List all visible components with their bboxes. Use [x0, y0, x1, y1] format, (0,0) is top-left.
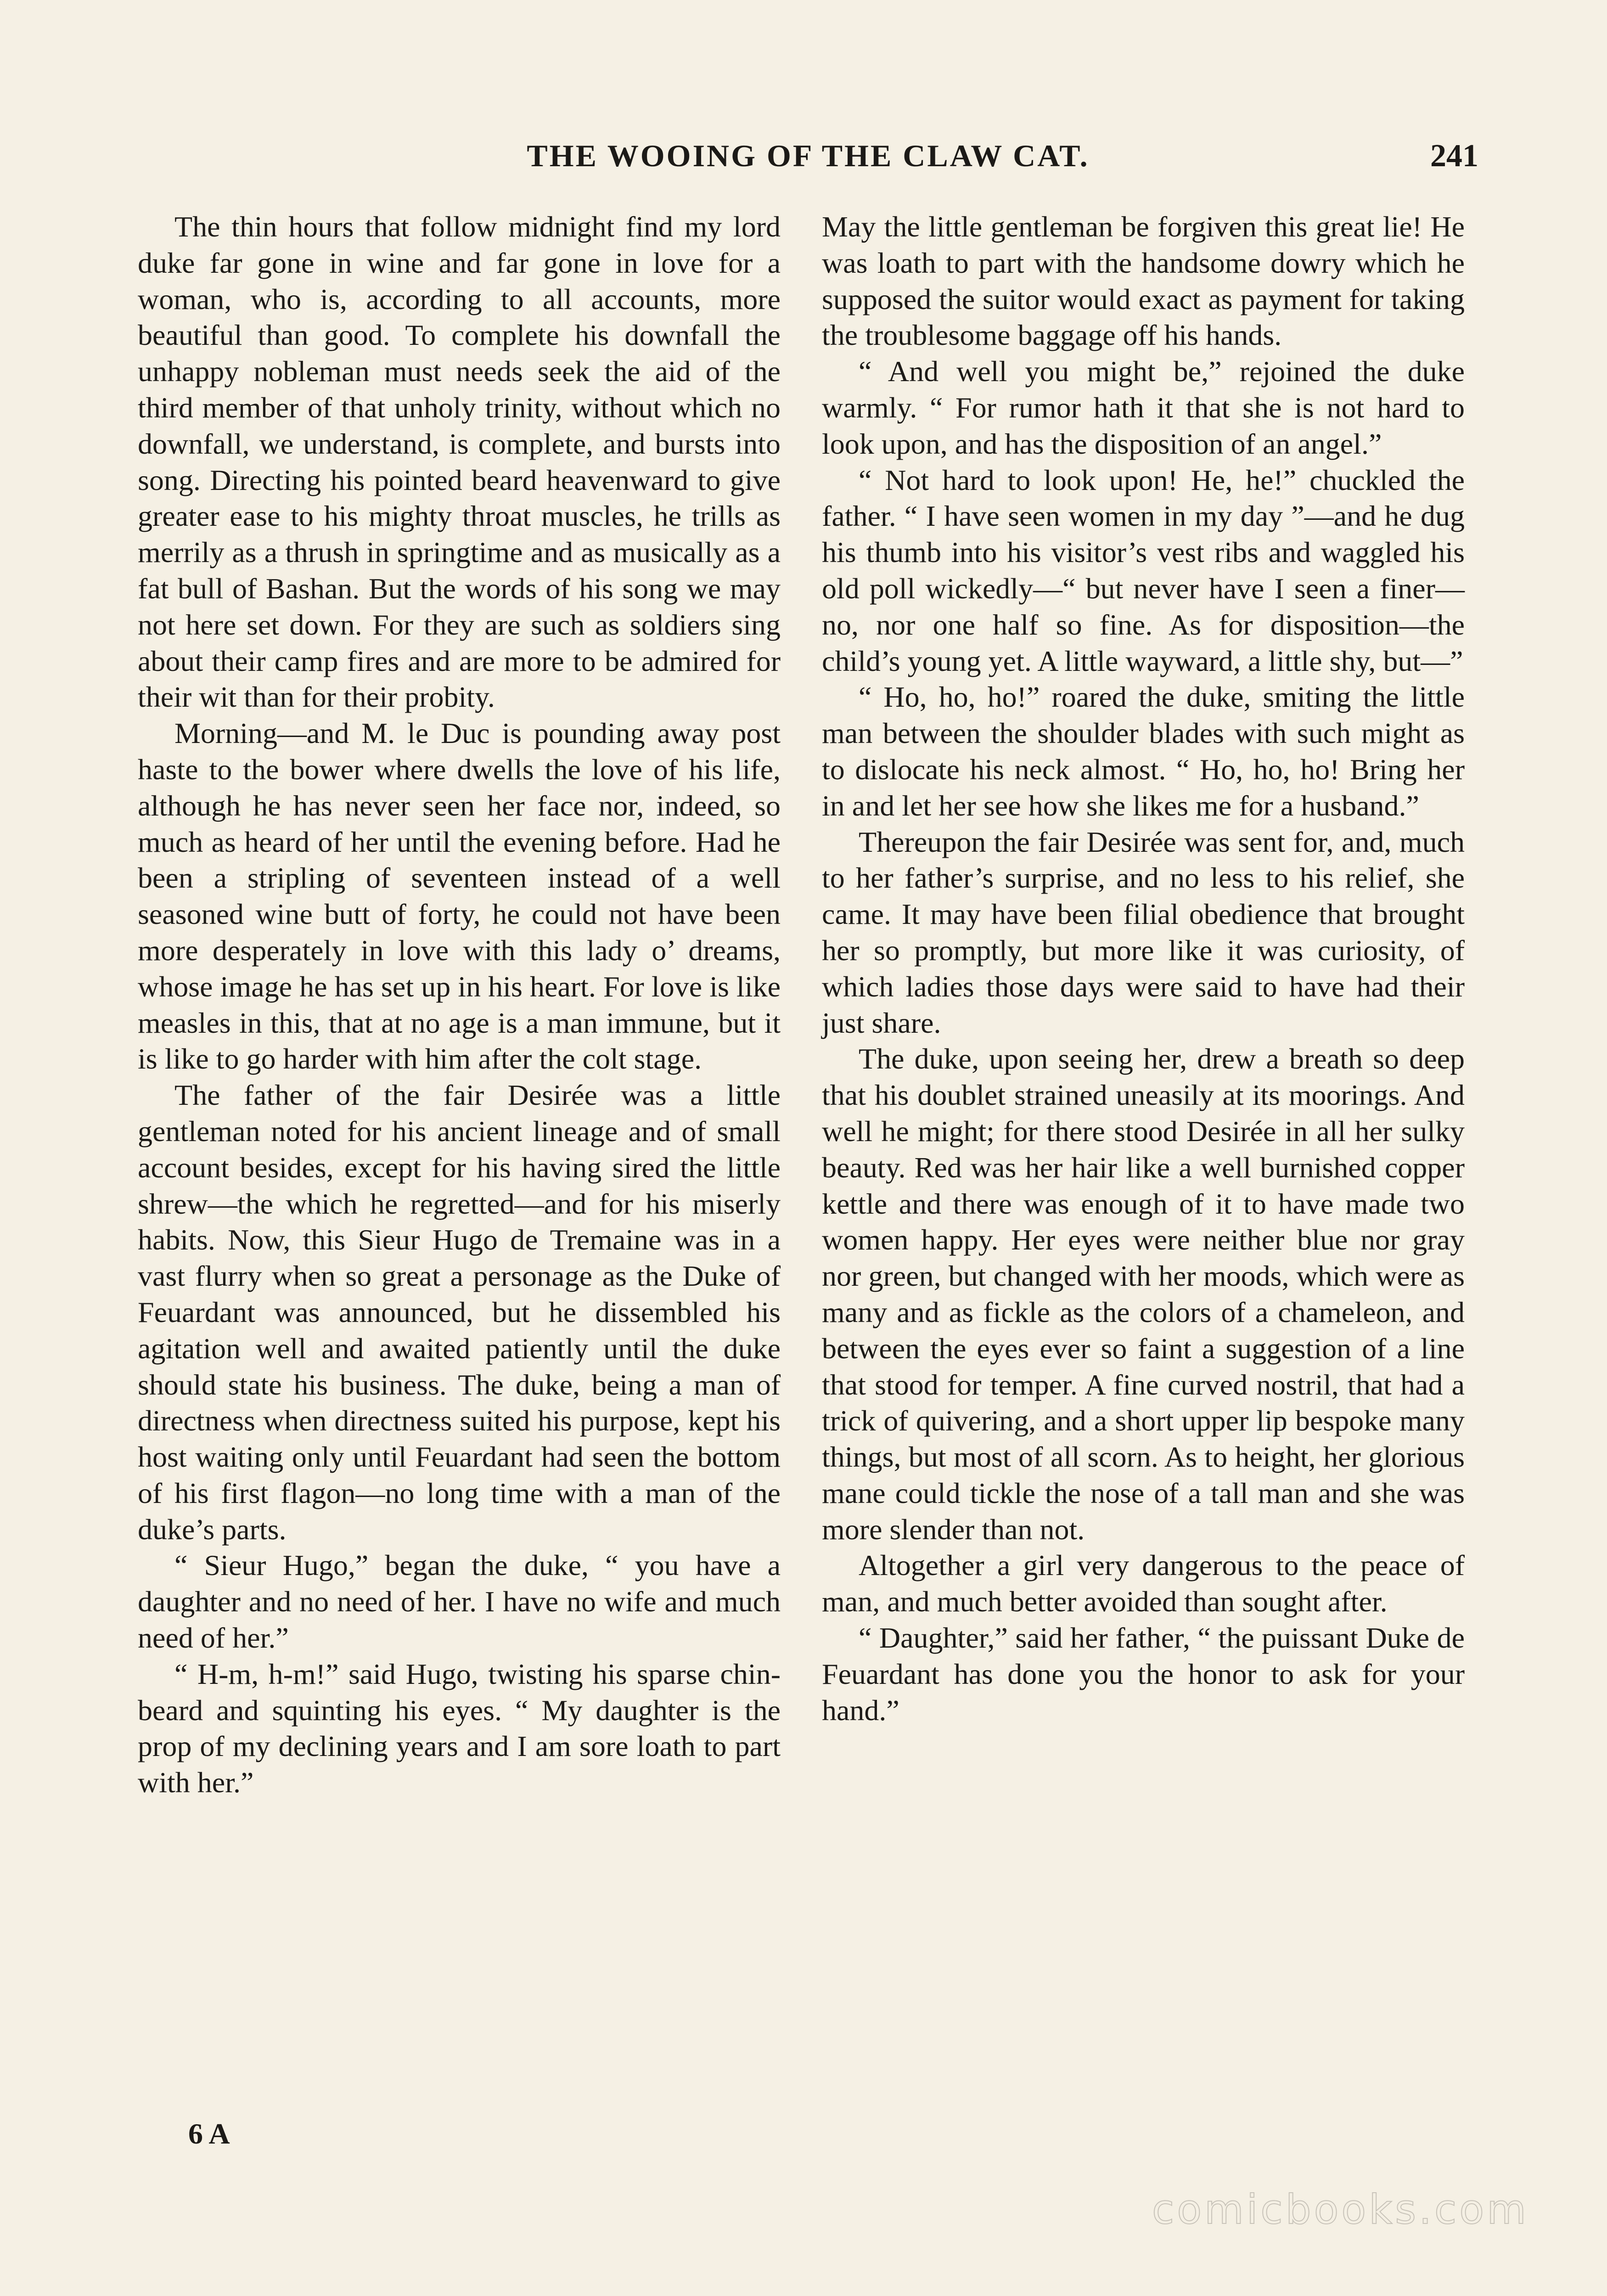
signature-mark: 6 A	[188, 2117, 230, 2150]
running-title: THE WOOING OF THE CLAW CAT.	[527, 138, 1090, 173]
paragraph: The thin hours that follow midnight find my lord duke far gone in wine and far gone in love for a woman, who is, according to all accounts, more beautiful than good. To complete his downfall the unhappy nobleman must needs seek the aid of the third member of that unholy trinity, without which no downfall, we understand, is complete, and bursts into song. Directing his pointed beard heavenward to give greater ease to his mighty throat muscles, he trills as merrily as a thrush in springtime and as musically as a fat bull of Bashan. But the words of his song we may not here set down. For they are such as soldiers sing about their camp fires and are more to be admired for their wit than for their probity.	[138, 210, 781, 714]
paragraph: Thereupon the fair Desirée was sent for, and, much to her father’s surprise, and no less to his relief, she came. It may have been filial obedience that brought her so promptly, but more like it was curiosity, of which ladies those days were said to have had their just share.	[822, 825, 1465, 1039]
paragraph: May the little gentleman be forgiven this great lie! He was loath to part with the handsome dowry which he supposed the suitor would exact as payment for taking the troublesome baggage off his hands.	[822, 210, 1465, 352]
paragraph: “ Daughter,” said her father, “ the puissant Duke de Feuardant has done you the honor to ask for your hand.”	[822, 1621, 1465, 1727]
paragraph: “ H-m, h-m!” said Hugo, twisting his sparse chin-beard and squinting his eyes. “ My daughter is the prop of my declining years and I am sore loath to part with her.”	[138, 1657, 781, 1799]
paragraph: “ Not hard to look upon! He, he!” chuckled the father. “ I have seen women in my day ”—and he dug his thumb into his visitor’s vest ribs and waggled his old poll wickedly—“ but never have I seen a finer—no, nor one half so fine. As for disposition—the child’s young yet. A little wayward, a little shy, but—”	[822, 463, 1465, 677]
right-column	[822, 209, 1465, 1728]
paragraph: The duke, upon seeing her, drew a breath so deep that his doublet strained uneasily at its moorings. And well he might; for there stood Desirée in all her sulky beauty. Red was her hair like a well burnished copper kettle and there was enough of it to have made two women happy. Her eyes were neither blue nor gray nor green, but changed with her moods, which were as many and as fickle as the colors of a chameleon, and between the eyes ever so faint a suggestion of a line that stood for temper. A fine curved nostril, that had a trick of quivering, and a short upper lip bespoke many things, but most of all scorn. As to height, her glorious mane could tickle the nose of a tall man and she was more slender than not.	[822, 1042, 1465, 1546]
left-column	[138, 209, 781, 1801]
paragraph: Morning—and M. le Duc is pounding away post haste to the bower where dwells the love of his life, although he has never seen her face nor, indeed, so much as heard of her until the evening before. Had he been a stripling of seventeen instead of a well seasoned wine butt of forty, he could not have been more desperately in love with this lady o’ dreams, whose image he has set up in his heart. For love is like measles in this, that at no age is a man immune, but it is like to go harder with him after the colt stage.	[138, 717, 781, 1075]
running-header	[138, 138, 1478, 193]
paragraph: Altogether a girl very dangerous to the peace of man, and much better avoided than sought after.	[822, 1549, 1465, 1618]
page-number: 241	[1430, 138, 1478, 174]
watermark: comicbooks.com	[1152, 2186, 1529, 2233]
paragraph: “ Ho, ho, ho!” roared the duke, smiting the little man between the shoulder blades with such might as to dislocate his neck almost. “ Ho, ho, ho! Bring her in and let her see how she likes me for a husband.”	[822, 681, 1465, 822]
paragraph: “ And well you might be,” rejoined the duke warmly. “ For rumor hath it that she is not hard to look upon, and has the disposition of an angel.”	[822, 355, 1465, 460]
paragraph: “ Sieur Hugo,” began the duke, “ you have a daughter and no need of her. I have no wife and much need of her.”	[138, 1549, 781, 1654]
paragraph: The father of the fair Desirée was a little gentleman noted for his ancient lineage and of small account besides, except for his having sired the little shrew—the which he regretted—and for his miserly habits. Now, this Sieur Hugo de Tremaine was in a vast flurry when so great a personage as the Duke of Feuardant was announced, but he dissembled his agitation well and awaited patiently until the duke should state his business. The duke, being a man of directness when directness suited his purpose, kept his host waiting only until Feuardant had seen the bottom of his first flagon—no long time with a man of the duke’s parts.	[138, 1079, 781, 1546]
